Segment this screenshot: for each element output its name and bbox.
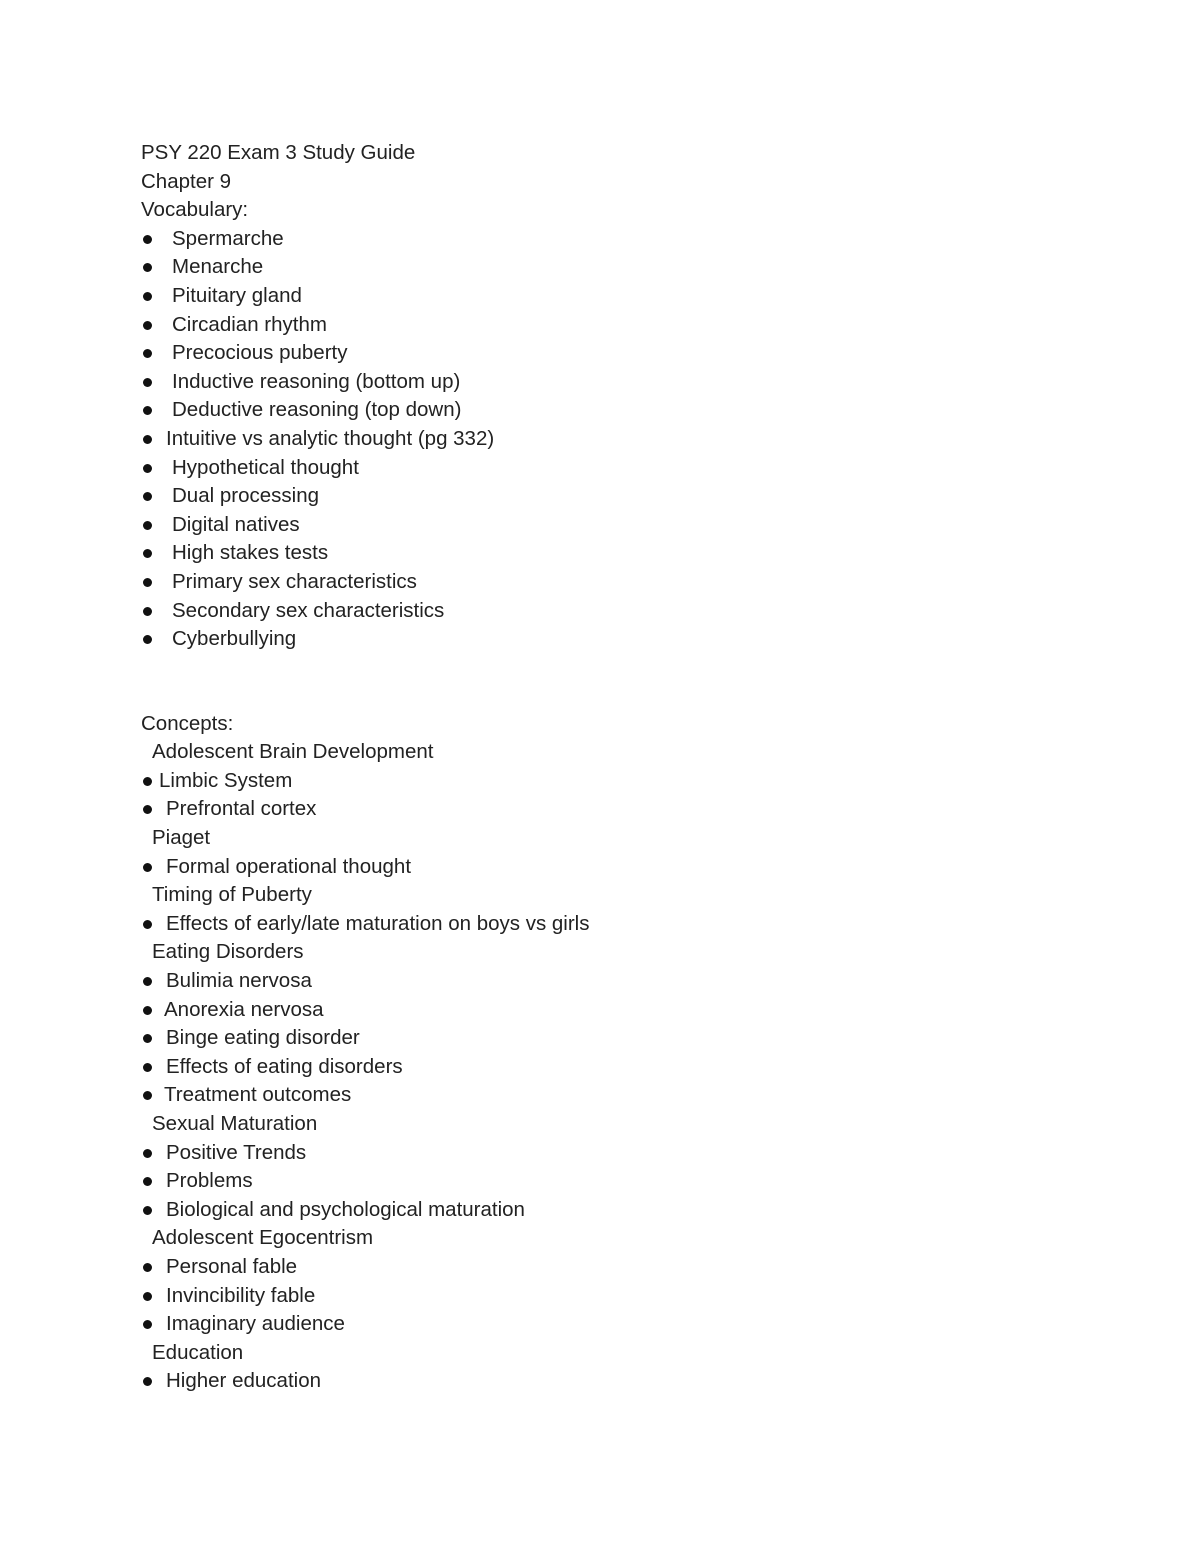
bullet-icon [143,349,152,358]
list-item: Menarche [141,253,1041,282]
bullet-icon [143,1320,152,1329]
bullet-icon [143,805,152,814]
concept-heading: Timing of Puberty [152,883,312,907]
bullet-icon [143,1149,152,1158]
list-item: Hypothetical thought [141,454,1041,483]
list-item: Spermarche [141,225,1041,254]
bullet-icon [143,977,152,986]
bullet-icon [143,777,152,786]
bullet-icon [143,1006,152,1015]
list-item: High stakes tests [141,539,1041,568]
chapter-heading: Chapter 9 [141,169,232,193]
concepts-list [141,738,1041,1396]
bullet-icon [143,464,152,473]
bullet-icon [143,1263,152,1272]
bullet-icon [143,435,152,444]
bullet-icon [143,406,152,415]
list-item: Digital natives [141,511,1041,540]
list-item: Limbic System [141,767,1041,796]
bullet-icon [143,378,152,387]
bullet-icon [143,635,152,644]
bullet-icon [143,492,152,501]
list-item: Primary sex characteristics [141,568,1041,597]
bullet-icon [143,521,152,530]
bullet-icon [143,1063,152,1072]
list-item: Treatment outcomes [141,1081,1041,1110]
concept-heading: Sexual Maturation [152,1112,318,1135]
bullet-icon [143,1206,152,1215]
list-item: Positive Trends [141,1139,1041,1168]
list-item: Binge eating disorder [141,1024,1041,1053]
document-title: PSY 220 Exam 3 Study Guide [141,141,416,164]
list-item: Personal fable [141,1253,1041,1282]
bullet-icon [143,1034,152,1043]
list-item: Higher education [141,1367,1041,1396]
list-item: Prefrontal cortex [141,795,1041,824]
bullet-icon [143,863,152,872]
vocabulary-list [141,225,1041,654]
list-item: Secondary sex characteristics [141,597,1041,626]
list-item: Problems [141,1167,1041,1196]
bullet-icon [143,1177,152,1186]
list-item: Cyberbullying [141,625,1041,654]
list-item: Intuitive vs analytic thought (pg 332) [141,425,1041,454]
document-content [141,139,1041,1396]
list-item: Inductive reasoning (bottom up) [141,368,1041,397]
list-item: Dual processing [141,482,1041,511]
spacer [141,654,1041,710]
list-item: Precocious puberty [141,339,1041,368]
concept-heading: Eating Disorders [152,940,304,964]
bullet-icon [143,1292,152,1301]
bullet-icon [143,578,152,587]
concepts-heading: Concepts: [141,711,234,735]
bullet-icon [143,321,152,330]
list-item: Biological and psychological maturation [141,1196,1041,1225]
bullet-icon [143,920,152,929]
bullet-icon [143,235,152,244]
list-item: Circadian rhythm [141,311,1041,340]
list-item: Invincibility fable [141,1282,1041,1311]
bullet-icon [143,1091,152,1100]
list-item: Deductive reasoning (top down) [141,396,1041,425]
bullet-icon [143,607,152,616]
list-item: Pituitary gland [141,282,1041,311]
concept-heading: Adolescent Egocentrism [152,1226,374,1250]
concept-heading: Education [152,1340,244,1364]
concept-heading: Adolescent Brain Development [152,740,434,764]
list-item: Formal operational thought [141,853,1041,882]
concept-heading: Piaget [152,826,211,850]
list-item: Bulimia nervosa [141,967,1041,996]
list-item: Effects of eating disorders [141,1053,1041,1082]
list-item: Anorexia nervosa [141,996,1041,1025]
bullet-icon [143,549,152,558]
bullet-icon [143,263,152,272]
list-item: Effects of early/late maturation on boys vs girls [141,910,1041,939]
bullet-icon [143,1377,152,1386]
bullet-icon [143,292,152,301]
vocabulary-heading: Vocabulary: [141,198,249,222]
list-item: Imaginary audience [141,1310,1041,1339]
